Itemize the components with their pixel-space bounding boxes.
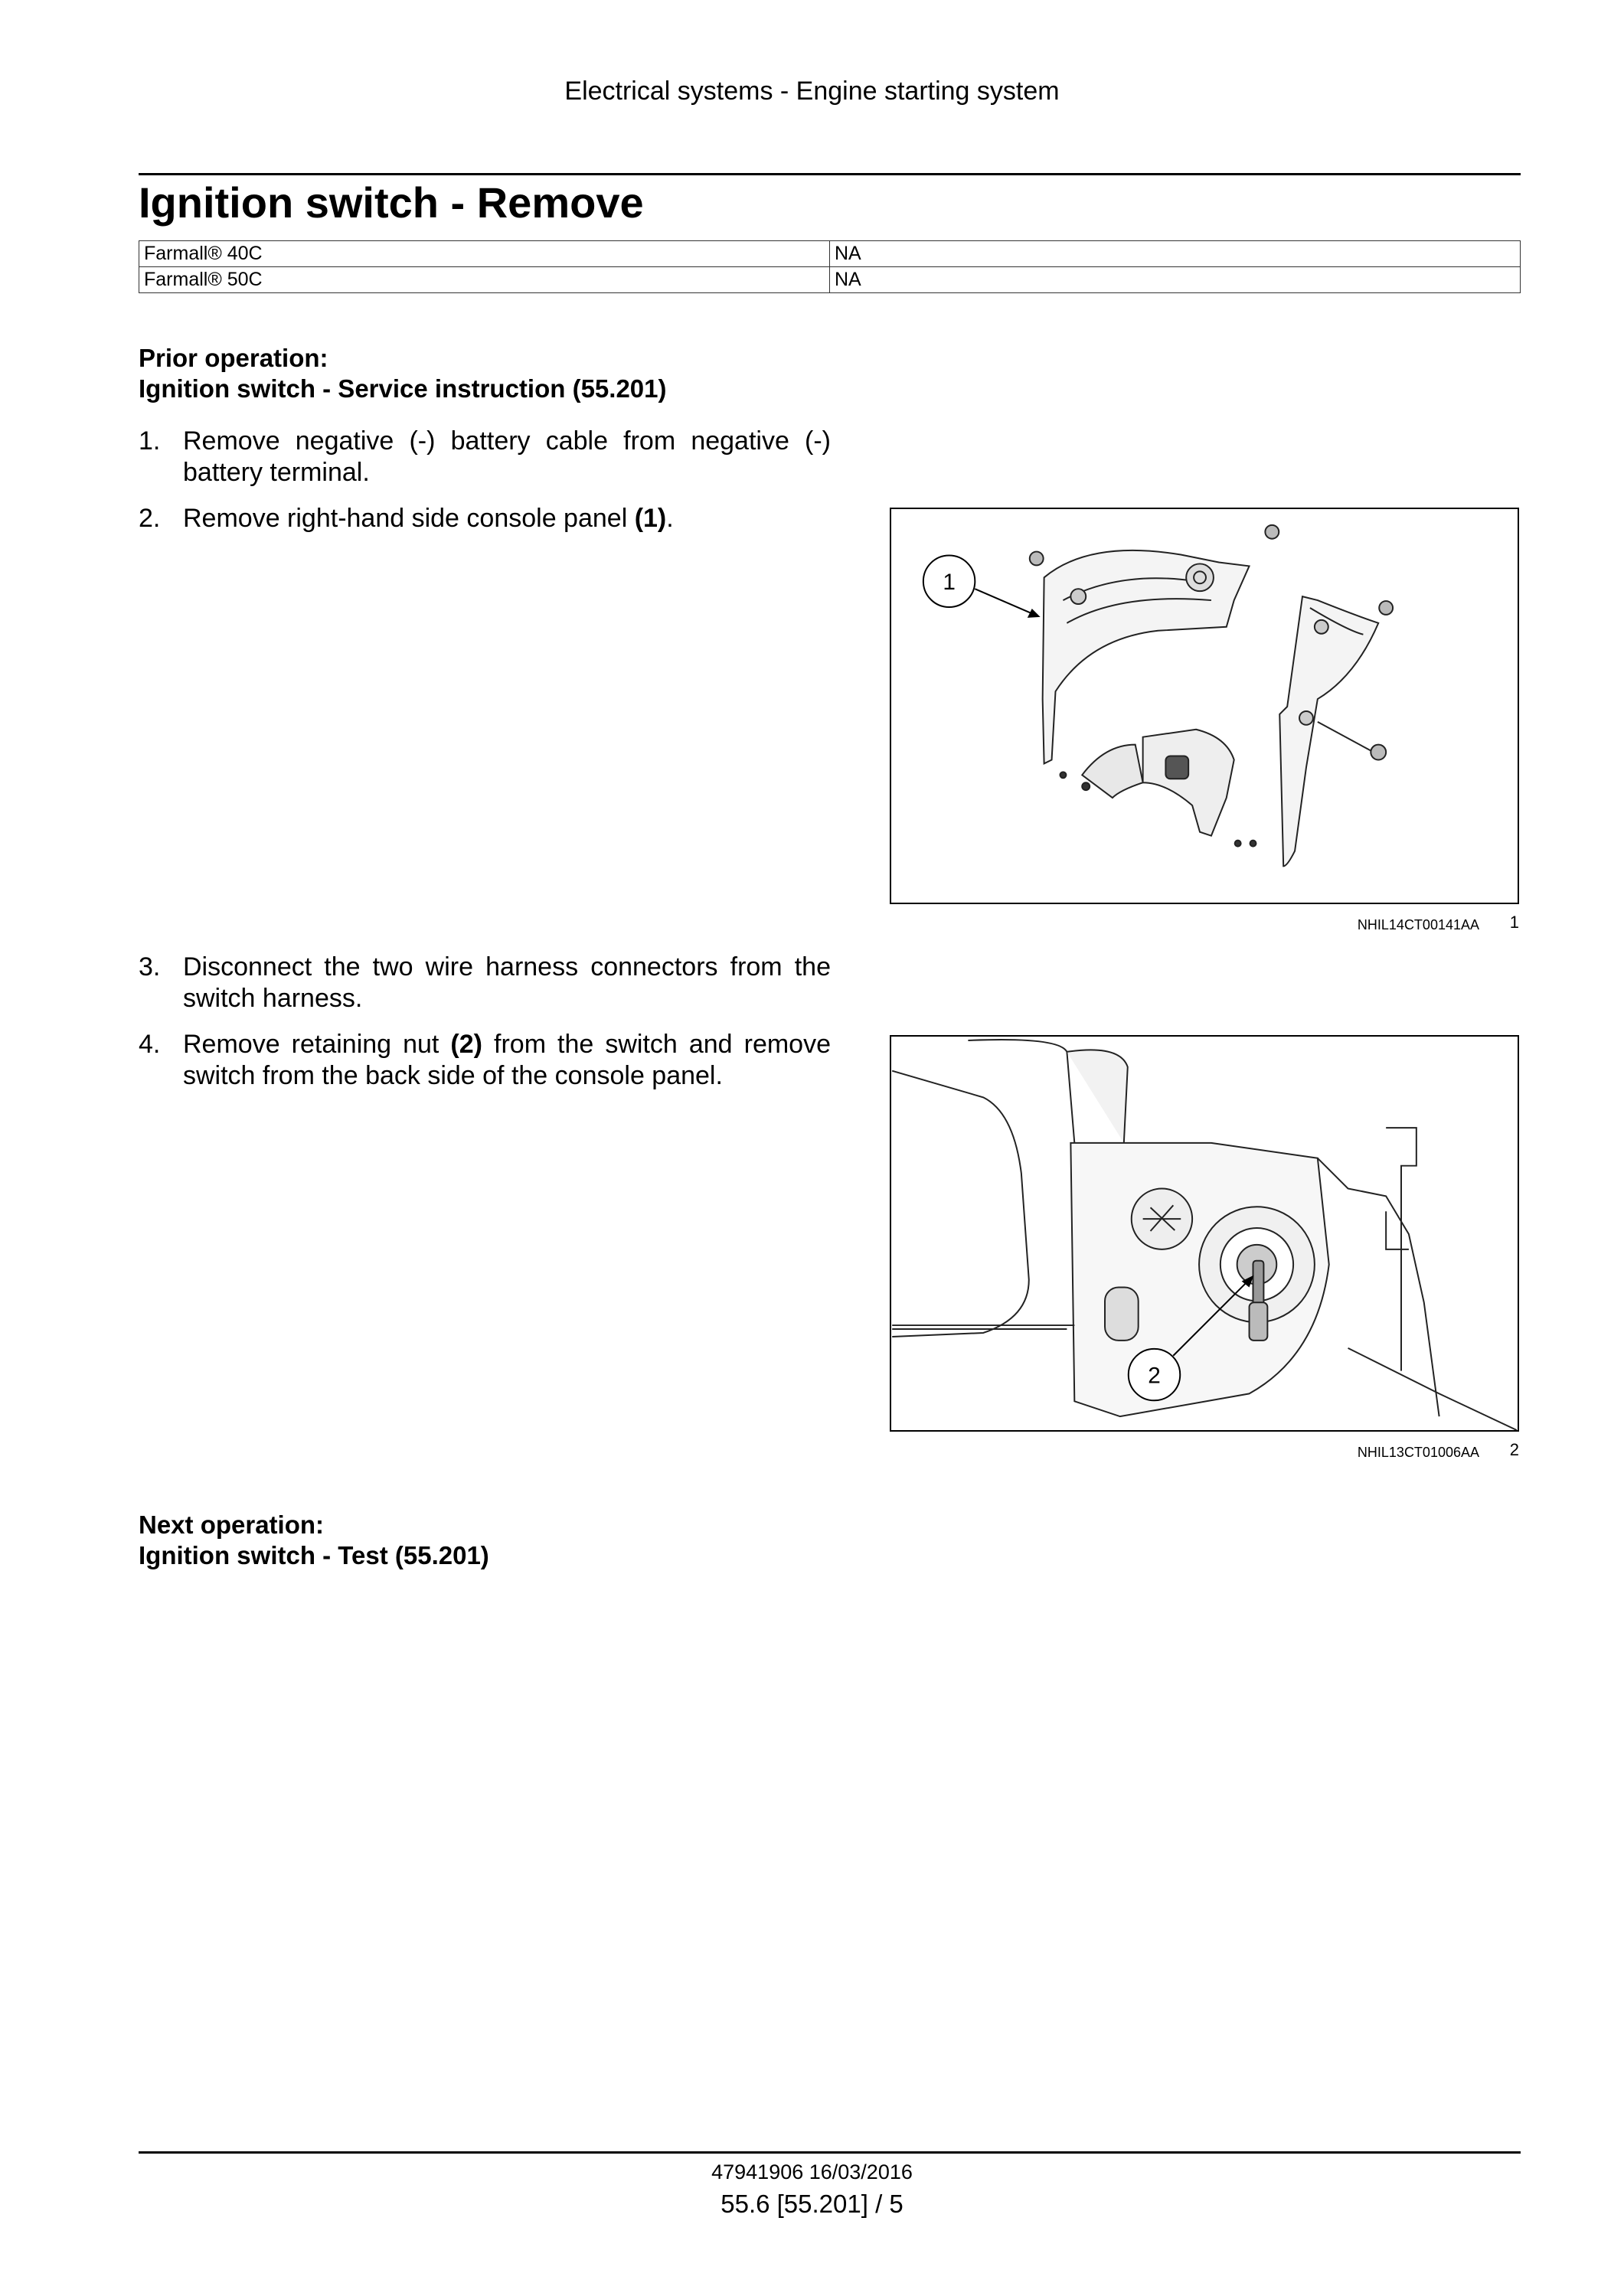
step-text-container [183,503,831,534]
model-cell: Farmall® 50C [139,267,830,293]
next-operation-label: Next operation: [139,1511,325,1539]
running-header: Electrical systems - Engine starting system [564,77,1060,106]
step-text: Disconnect the two wire harness connectors from the switch harness. [183,952,831,1013]
ignition-switch-illustration [891,1037,1518,1430]
step-number: 4. [139,1030,161,1059]
step-text: Remove right-hand side console panel [183,504,628,533]
table-row [139,241,1521,267]
figure-code: NHIL14CT00141AA [1357,917,1479,932]
footer-rule [139,2151,1521,2154]
callout-label: 1 [943,570,956,596]
step-number: 1. [139,426,161,456]
step-number: 3. [139,952,161,981]
figure-number: 2 [1509,1440,1519,1459]
figure-caption [890,913,1519,936]
steps-list-a [139,426,831,534]
step-text: Remove retaining nut [183,1030,439,1059]
page-title: Ignition switch - Remove [139,178,644,227]
step-text-container [183,1029,831,1092]
prior-operation-link[interactable]: Ignition switch - Service instruction (55.201) [139,374,667,403]
step-item [139,426,831,488]
applicability-cell: NA [830,267,1521,293]
step-text: Remove negative (-) battery cable from negative (-) battery terminal. [183,426,831,487]
steps-list-b [139,952,831,1092]
figure-code: NHIL13CT01006AA [1357,1445,1479,1460]
header-rule [139,173,1521,175]
model-cell: Farmall® 40C [139,241,830,267]
next-operation-link[interactable]: Ignition switch - Test (55.201) [139,1541,489,1569]
model-applicability-table [139,240,1521,293]
step-number: 2. [139,504,161,533]
figure-ignition-switch [890,1035,1519,1432]
table-row [139,267,1521,293]
step-text-tail: . [666,504,674,533]
console-panel-illustration [891,509,1518,903]
step-item [139,952,831,1014]
figure-console-panel [890,508,1519,904]
step-item [139,503,831,534]
figure-caption [890,1440,1519,1463]
step-item [139,1029,831,1092]
figure-number: 1 [1509,913,1519,932]
document-id: 47941906 16/03/2016 [711,2160,913,2183]
page-number: 55.6 [55.201] / 5 [721,2190,903,2218]
step-text-tail: from the switch and remove switch from the back side of the console panel. [183,1030,832,1090]
applicability-cell: NA [830,241,1521,267]
callout-reference: (1) [634,504,667,533]
callout-label: 2 [1148,1363,1161,1389]
prior-operation-label: Prior operation: [139,344,328,372]
callout-reference: (2) [450,1030,482,1059]
